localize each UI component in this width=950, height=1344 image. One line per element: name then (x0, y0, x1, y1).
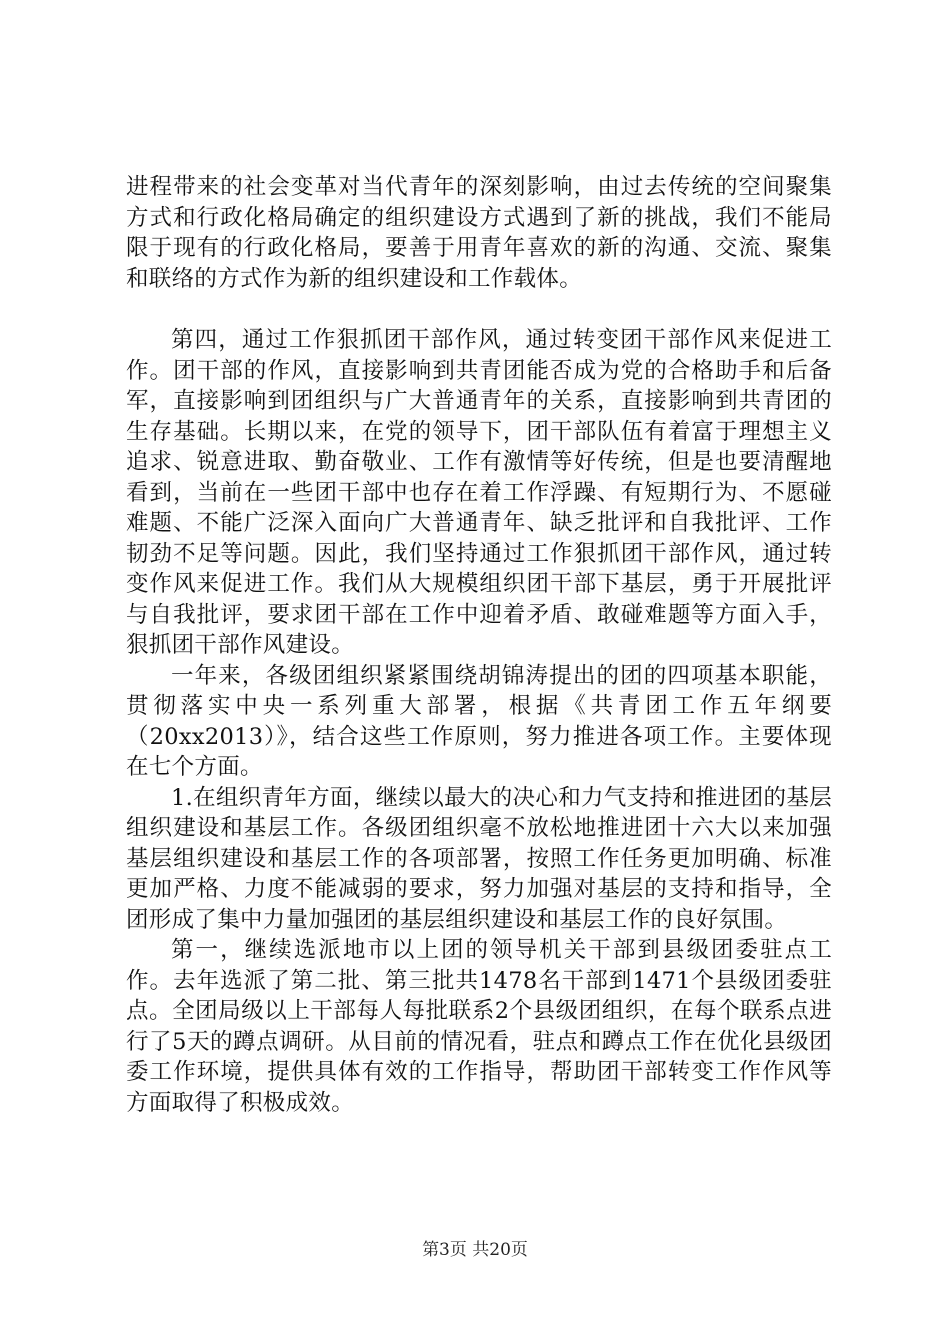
paragraph-first-point: 第一，继续选派地市以上团的领导机关干部到县级团委驻点工作。去年选派了第二批、第三批共1478名干部到1471个县级团委驻点。全团局级以上干部每人每批联系2个县级团组织，在每个联系点进行了5天的蹲点调研。从目前的情况看，驻点和蹲点工作在优化县级团委工作环境，提供具体有效的工作指导，帮助团干部转变工作作风等方面取得了积极成效。 (126, 937, 832, 1116)
paragraph-year-summary: 一年来，各级团组织紧紧围绕胡锦涛提出的团的四项基本职能，贯彻落实中央一系列重大部署，根据《共青团工作五年纲要（20xx2013）》，结合这些工作原则，努力推进各项工作。主要体现在七个方面。 (126, 662, 832, 780)
paragraph-gap (126, 294, 832, 325)
paragraph-fourth-point: 第四，通过工作狠抓团干部作风，通过转变团干部作风来促进工作。团干部的作风，直接影响到共青团能否成为党的合格助手和后备军，直接影响到团组织与广大普通青年的关系，直接影响到共青团的生存基础。长期以来，在党的领导下，团干部队伍有着富于理想主义追求、锐意进取、勤奋敬业、工作有激情等好传统，但是也要清醒地看到，当前在一些团干部中也存在着工作浮躁、有短期行为、不愿碰难题、不能广泛深入面向广大普通青年、缺乏批评和自我批评、工作韧劲不足等问题。因此，我们坚持通过工作狠抓团干部作风，通过转变作风来促进工作。我们从大规模组织团干部下基层，勇于开展批评与自我批评，要求团干部在工作中迎着矛盾、敢碰难题等方面入手，狠抓团干部作风建设。 (126, 327, 832, 658)
paragraph-item-1: 1.在组织青年方面，继续以最大的决心和力气支持和推进团的基层组织建设和基层工作。各级团组织毫不放松地推进团十六大以来加强基层组织建设和基层工作的各项部署，按照工作任务更加明确、标准更加严格、力度不能减弱的要求，努力加强对基层的支持和指导，全团形成了集中力量加强团的基层组织建设和基层工作的良好氛围。 (126, 784, 832, 933)
document-body (126, 172, 832, 1118)
paragraph-continuation: 进程带来的社会变革对当代青年的深刻影响，由过去传统的空间聚集方式和行政化格局确定的组织建设方式遇到了新的挑战，我们不能局限于现有的行政化格局，要善于用青年喜欢的新的沟通、交流、聚集和联络的方式作为新的组织建设和工作载体。 (126, 174, 832, 292)
page-number-footer: 第3页 共20页 (422, 1240, 528, 1260)
